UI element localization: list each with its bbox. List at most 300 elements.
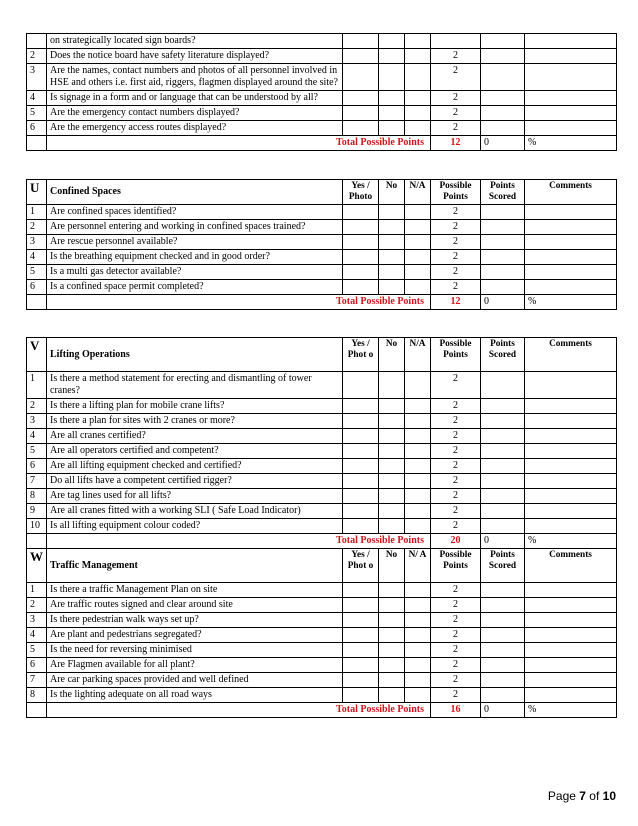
na-cell — [405, 519, 431, 534]
question-row — [27, 265, 617, 280]
no-cell — [379, 372, 405, 399]
question-row — [27, 643, 617, 658]
question-row — [27, 474, 617, 489]
points-scored-cell — [481, 265, 525, 280]
na-cell — [405, 220, 431, 235]
row-number: 2 — [27, 598, 47, 613]
row-number: 5 — [27, 643, 47, 658]
total-possible-points-label: Total Possible Points — [47, 136, 431, 151]
possible-points-cell: 2 — [431, 474, 481, 489]
yes-photo-cell — [343, 459, 379, 474]
header-comments: Comments — [525, 180, 617, 205]
points-scored-cell — [481, 444, 525, 459]
na-cell — [405, 250, 431, 265]
possible-points-cell: 2 — [431, 64, 481, 91]
no-cell — [379, 504, 405, 519]
na-cell — [405, 91, 431, 106]
points-scored-cell — [481, 250, 525, 265]
header-no: No — [379, 549, 405, 583]
total-points-scored: 0 — [481, 534, 525, 549]
footer-current-page: 7 — [579, 789, 586, 803]
total-row — [27, 136, 617, 151]
points-scored-cell — [481, 414, 525, 429]
comments-cell — [525, 459, 617, 474]
question-text: Are rescue personnel available? — [47, 235, 343, 250]
na-cell — [405, 673, 431, 688]
no-cell — [379, 91, 405, 106]
row-number: 6 — [27, 459, 47, 474]
row-number: 4 — [27, 250, 47, 265]
header-no: No — [379, 180, 405, 205]
na-cell — [405, 265, 431, 280]
question-row — [27, 91, 617, 106]
row-number: 6 — [27, 658, 47, 673]
comments-cell — [525, 414, 617, 429]
row-number: 7 — [27, 673, 47, 688]
no-cell — [379, 519, 405, 534]
possible-points-cell: 2 — [431, 598, 481, 613]
points-scored-cell — [481, 106, 525, 121]
na-cell — [405, 429, 431, 444]
question-text: Are all operators certified and competent? — [47, 444, 343, 459]
total-points-scored: 0 — [481, 295, 525, 310]
yes-photo-cell — [343, 489, 379, 504]
question-text: Are Flagmen available for all plant? — [47, 658, 343, 673]
possible-points-cell: 2 — [431, 688, 481, 703]
na-cell — [405, 489, 431, 504]
question-text: Are confined spaces identified? — [47, 205, 343, 220]
header-na: N/ A — [405, 549, 431, 583]
no-cell — [379, 628, 405, 643]
comments-cell — [525, 489, 617, 504]
row-number: 8 — [27, 688, 47, 703]
header-possible-points: Possible Points — [431, 549, 481, 583]
question-text: Are traffic routes signed and clear around site — [47, 598, 343, 613]
question-row — [27, 459, 617, 474]
comments-cell — [525, 372, 617, 399]
question-text: Are tag lines used for all lifts? — [47, 489, 343, 504]
question-text: Is a multi gas detector available? — [47, 265, 343, 280]
yes-photo-cell — [343, 628, 379, 643]
row-number: 7 — [27, 474, 47, 489]
section-letter: V — [27, 338, 47, 372]
points-scored-cell — [481, 91, 525, 106]
no-cell — [379, 673, 405, 688]
comments-cell — [525, 121, 617, 136]
no-cell — [379, 280, 405, 295]
question-row — [27, 519, 617, 534]
row-number: 3 — [27, 235, 47, 250]
header-comments: Comments — [525, 338, 617, 372]
header-points-scored: Points Scored — [481, 549, 525, 583]
points-scored-cell — [481, 658, 525, 673]
yes-photo-cell — [343, 598, 379, 613]
question-text: Is there a lifting plan for mobile crane lifts? — [47, 399, 343, 414]
row-number: 4 — [27, 628, 47, 643]
possible-points-cell: 2 — [431, 220, 481, 235]
points-scored-cell — [481, 643, 525, 658]
possible-points-cell: 2 — [431, 429, 481, 444]
possible-points-cell: 2 — [431, 519, 481, 534]
possible-points-cell: 2 — [431, 414, 481, 429]
comments-cell — [525, 399, 617, 414]
question-row — [27, 372, 617, 399]
no-cell — [379, 205, 405, 220]
no-cell — [379, 235, 405, 250]
question-text: Do all lifts have a competent certified rigger? — [47, 474, 343, 489]
total-blank-cell — [27, 295, 47, 310]
na-cell — [405, 280, 431, 295]
comments-cell — [525, 91, 617, 106]
total-percent: % — [525, 534, 617, 549]
points-scored-cell — [481, 613, 525, 628]
yes-photo-cell — [343, 250, 379, 265]
comments-cell — [525, 220, 617, 235]
section-title: Confined Spaces — [47, 180, 343, 205]
na-cell — [405, 205, 431, 220]
yes-photo-cell — [343, 429, 379, 444]
possible-points-cell: 2 — [431, 91, 481, 106]
possible-points-cell: 2 — [431, 489, 481, 504]
na-cell — [405, 504, 431, 519]
section-v-w-table — [26, 337, 617, 718]
section-title: Lifting Operations — [47, 338, 343, 372]
question-row — [27, 489, 617, 504]
points-scored-cell — [481, 220, 525, 235]
footer-total-pages: 10 — [602, 789, 616, 803]
possible-points-cell: 2 — [431, 444, 481, 459]
question-row — [27, 414, 617, 429]
yes-photo-cell — [343, 519, 379, 534]
possible-points-cell: 2 — [431, 673, 481, 688]
possible-points-cell: 2 — [431, 613, 481, 628]
na-cell — [405, 643, 431, 658]
comments-cell — [525, 64, 617, 91]
points-scored-cell — [481, 489, 525, 504]
comments-cell — [525, 280, 617, 295]
total-possible-points-value: 20 — [431, 534, 481, 549]
question-text: Is there a plan for sites with 2 cranes or more? — [47, 414, 343, 429]
possible-points-cell: 2 — [431, 628, 481, 643]
no-cell — [379, 613, 405, 628]
comments-cell — [525, 235, 617, 250]
total-possible-points-label: Total Possible Points — [47, 534, 431, 549]
total-possible-points-label: Total Possible Points — [47, 703, 431, 718]
possible-points-cell: 2 — [431, 459, 481, 474]
na-cell — [405, 64, 431, 91]
row-number: 6 — [27, 121, 47, 136]
row-number: 3 — [27, 414, 47, 429]
total-possible-points-value: 12 — [431, 295, 481, 310]
yes-photo-cell — [343, 504, 379, 519]
comments-cell — [525, 688, 617, 703]
question-row — [27, 205, 617, 220]
question-row — [27, 688, 617, 703]
page-footer — [548, 789, 616, 803]
question-text: Is there a method statement for erecting and dismantling of tower cranes? — [47, 372, 343, 399]
total-percent: % — [525, 703, 617, 718]
na-cell — [405, 658, 431, 673]
yes-photo-cell — [343, 121, 379, 136]
header-na: N/A — [405, 338, 431, 372]
no-cell — [379, 598, 405, 613]
total-row — [27, 534, 617, 549]
total-percent: % — [525, 136, 617, 151]
row-number: 3 — [27, 613, 47, 628]
question-row — [27, 673, 617, 688]
yes-photo-cell — [343, 583, 379, 598]
na-cell — [405, 598, 431, 613]
question-row — [27, 613, 617, 628]
na-cell — [405, 474, 431, 489]
comments-cell — [525, 34, 617, 49]
points-scored-cell — [481, 34, 525, 49]
question-row — [27, 583, 617, 598]
no-cell — [379, 474, 405, 489]
no-cell — [379, 49, 405, 64]
na-cell — [405, 49, 431, 64]
section-title: Traffic Management — [47, 549, 343, 583]
row-number: 10 — [27, 519, 47, 534]
section-letter: W — [27, 549, 47, 583]
no-cell — [379, 414, 405, 429]
yes-photo-cell — [343, 34, 379, 49]
header-possible-points: Possible Points — [431, 180, 481, 205]
no-cell — [379, 64, 405, 91]
no-cell — [379, 429, 405, 444]
comments-cell — [525, 265, 617, 280]
possible-points-cell: 2 — [431, 372, 481, 399]
no-cell — [379, 444, 405, 459]
question-text: Does the notice board have safety literature displayed? — [47, 49, 343, 64]
question-text: Is the need for reversing minimised — [47, 643, 343, 658]
no-cell — [379, 658, 405, 673]
points-scored-cell — [481, 235, 525, 250]
possible-points-cell: 2 — [431, 583, 481, 598]
comments-cell — [525, 519, 617, 534]
question-text: Is all lifting equipment colour coded? — [47, 519, 343, 534]
header-na: N/A — [405, 180, 431, 205]
comments-cell — [525, 106, 617, 121]
question-row — [27, 444, 617, 459]
section-t-table — [26, 33, 617, 151]
comments-cell — [525, 205, 617, 220]
points-scored-cell — [481, 474, 525, 489]
total-possible-points-value: 12 — [431, 136, 481, 151]
row-number: 4 — [27, 91, 47, 106]
no-cell — [379, 459, 405, 474]
yes-photo-cell — [343, 106, 379, 121]
no-cell — [379, 250, 405, 265]
header-points-scored: Points Scored — [481, 338, 525, 372]
points-scored-cell — [481, 280, 525, 295]
comments-cell — [525, 583, 617, 598]
yes-photo-cell — [343, 658, 379, 673]
na-cell — [405, 613, 431, 628]
yes-photo-cell — [343, 91, 379, 106]
yes-photo-cell — [343, 643, 379, 658]
question-row — [27, 429, 617, 444]
yes-photo-cell — [343, 265, 379, 280]
section-header-row — [27, 338, 617, 372]
comments-cell — [525, 673, 617, 688]
header-possible-points: Possible Points — [431, 338, 481, 372]
question-text: Are all lifting equipment checked and certified? — [47, 459, 343, 474]
total-blank-cell — [27, 534, 47, 549]
total-percent: % — [525, 295, 617, 310]
section-letter: U — [27, 180, 47, 205]
row-number: 4 — [27, 429, 47, 444]
yes-photo-cell — [343, 205, 379, 220]
yes-photo-cell — [343, 688, 379, 703]
na-cell — [405, 688, 431, 703]
na-cell — [405, 583, 431, 598]
no-cell — [379, 399, 405, 414]
points-scored-cell — [481, 121, 525, 136]
no-cell — [379, 34, 405, 49]
no-cell — [379, 489, 405, 504]
header-points-scored: Points Scored — [481, 180, 525, 205]
yes-photo-cell — [343, 444, 379, 459]
possible-points-cell: 2 — [431, 399, 481, 414]
row-number: 1 — [27, 205, 47, 220]
question-text: on strategically located sign boards? — [47, 34, 343, 49]
row-number: 2 — [27, 49, 47, 64]
section-header-row — [27, 180, 617, 205]
row-number: 8 — [27, 489, 47, 504]
row-number: 5 — [27, 444, 47, 459]
possible-points-cell — [431, 34, 481, 49]
question-row — [27, 280, 617, 295]
comments-cell — [525, 49, 617, 64]
header-yes-photo: Yes / Photo — [343, 180, 379, 205]
comments-cell — [525, 504, 617, 519]
points-scored-cell — [481, 628, 525, 643]
question-row — [27, 250, 617, 265]
na-cell — [405, 399, 431, 414]
yes-photo-cell — [343, 49, 379, 64]
na-cell — [405, 106, 431, 121]
question-row — [27, 504, 617, 519]
yes-photo-cell — [343, 613, 379, 628]
question-text: Are car parking spaces provided and well defined — [47, 673, 343, 688]
question-text: Are the emergency contact numbers displayed? — [47, 106, 343, 121]
header-no: No — [379, 338, 405, 372]
points-scored-cell — [481, 504, 525, 519]
points-scored-cell — [481, 598, 525, 613]
question-text: Is the lighting adequate on all road ways — [47, 688, 343, 703]
possible-points-cell: 2 — [431, 250, 481, 265]
comments-cell — [525, 429, 617, 444]
question-text: Are the emergency access routes displayed? — [47, 121, 343, 136]
row-number: 1 — [27, 583, 47, 598]
comments-cell — [525, 613, 617, 628]
total-points-scored: 0 — [481, 703, 525, 718]
comments-cell — [525, 628, 617, 643]
question-row — [27, 598, 617, 613]
footer-prefix: Page — [547, 789, 580, 803]
no-cell — [379, 121, 405, 136]
question-row — [27, 106, 617, 121]
question-row — [27, 628, 617, 643]
comments-cell — [525, 444, 617, 459]
possible-points-cell: 2 — [431, 504, 481, 519]
header-yes-photo: Yes / Phot o — [343, 338, 379, 372]
comments-cell — [525, 598, 617, 613]
footer-of: of — [585, 789, 603, 803]
possible-points-cell: 2 — [431, 205, 481, 220]
yes-photo-cell — [343, 220, 379, 235]
comments-cell — [525, 658, 617, 673]
no-cell — [379, 643, 405, 658]
header-yes-photo: Yes / Phot o — [343, 549, 379, 583]
header-comments: Comments — [525, 549, 617, 583]
na-cell — [405, 121, 431, 136]
possible-points-cell: 2 — [431, 643, 481, 658]
points-scored-cell — [481, 205, 525, 220]
possible-points-cell: 2 — [431, 280, 481, 295]
question-text: Is a confined space permit completed? — [47, 280, 343, 295]
question-text: Is there pedestrian walk ways set up? — [47, 613, 343, 628]
question-row — [27, 658, 617, 673]
total-blank-cell — [27, 703, 47, 718]
na-cell — [405, 34, 431, 49]
points-scored-cell — [481, 673, 525, 688]
points-scored-cell — [481, 64, 525, 91]
yes-photo-cell — [343, 399, 379, 414]
question-text: Is there a traffic Management Plan on site — [47, 583, 343, 598]
question-text: Is signage in a form and or language that can be understood by all? — [47, 91, 343, 106]
question-row — [27, 220, 617, 235]
question-text: Are all cranes fitted with a working SLI ( Safe Load Indicator) — [47, 504, 343, 519]
no-cell — [379, 265, 405, 280]
row-number: 9 — [27, 504, 47, 519]
na-cell — [405, 414, 431, 429]
possible-points-cell: 2 — [431, 106, 481, 121]
question-text: Is the breathing equipment checked and in good order? — [47, 250, 343, 265]
question-row — [27, 121, 617, 136]
row-number: 2 — [27, 220, 47, 235]
total-possible-points-label: Total Possible Points — [47, 295, 431, 310]
na-cell — [405, 235, 431, 250]
total-row — [27, 295, 617, 310]
possible-points-cell: 2 — [431, 265, 481, 280]
yes-photo-cell — [343, 414, 379, 429]
question-row — [27, 235, 617, 250]
row-number: 2 — [27, 399, 47, 414]
question-text: Are personnel entering and working in confined spaces trained? — [47, 220, 343, 235]
row-number: 3 — [27, 64, 47, 91]
points-scored-cell — [481, 49, 525, 64]
question-row — [27, 34, 617, 49]
points-scored-cell — [481, 583, 525, 598]
comments-cell — [525, 474, 617, 489]
na-cell — [405, 459, 431, 474]
yes-photo-cell — [343, 280, 379, 295]
section-header-row — [27, 549, 617, 583]
points-scored-cell — [481, 519, 525, 534]
na-cell — [405, 444, 431, 459]
row-number: 5 — [27, 106, 47, 121]
no-cell — [379, 106, 405, 121]
comments-cell — [525, 250, 617, 265]
possible-points-cell: 2 — [431, 49, 481, 64]
points-scored-cell — [481, 399, 525, 414]
points-scored-cell — [481, 372, 525, 399]
question-row — [27, 64, 617, 91]
possible-points-cell: 2 — [431, 658, 481, 673]
total-blank-cell — [27, 136, 47, 151]
